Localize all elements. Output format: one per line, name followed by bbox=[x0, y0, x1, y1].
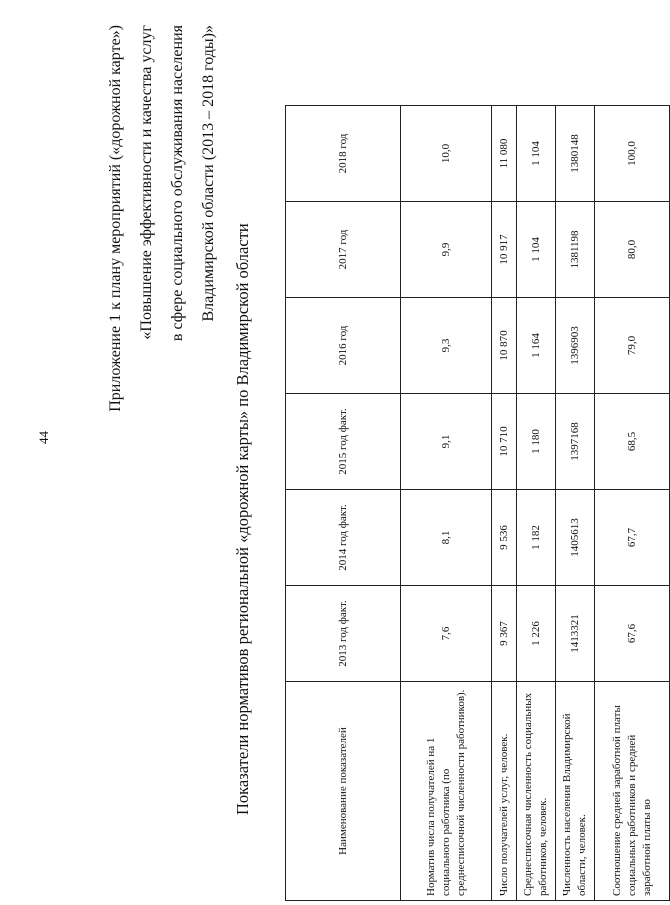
header-2015: 2015 год факт. bbox=[286, 394, 401, 490]
row-name: Соотношение средней заработной платы социальных работников и средней заработной платы во bbox=[595, 682, 670, 901]
appendix-line-1: Приложение 1 к плану мероприятий («дорожной карте») bbox=[107, 25, 124, 412]
table-row bbox=[595, 106, 670, 901]
header-2016: 2016 год bbox=[286, 298, 401, 394]
row-name: Число получателей услуг, человек. bbox=[492, 682, 517, 901]
cell-value: 1 182 bbox=[517, 490, 556, 586]
appendix-line-2: «Повышение эффективности и качества услуг bbox=[138, 25, 155, 340]
cell-value: 9,1 bbox=[401, 394, 492, 490]
row-name: Среднесписочная численность социальных работников, человек. bbox=[517, 682, 556, 901]
table-title: Показатели нормативов региональной «дорожной карты» по Владимирской области bbox=[233, 223, 252, 815]
cell-value: 1396903 bbox=[556, 298, 595, 394]
header-name: Наименование показателей bbox=[286, 682, 401, 901]
cell-value: 11 080 bbox=[492, 106, 517, 202]
row-name: Численность населения Владимирской области, человек. bbox=[556, 682, 595, 901]
cell-value: 9 536 bbox=[492, 490, 517, 586]
cell-value: 1 164 bbox=[517, 298, 556, 394]
cell-value: 1381198 bbox=[556, 202, 595, 298]
cell-value: 1397168 bbox=[556, 394, 595, 490]
cell-value: 1 180 bbox=[517, 394, 556, 490]
appendix-heading bbox=[100, 25, 224, 465]
cell-value: 10 710 bbox=[492, 394, 517, 490]
cell-value: 10 870 bbox=[492, 298, 517, 394]
table-header-row bbox=[286, 106, 401, 901]
cell-value: 8,1 bbox=[401, 490, 492, 586]
table-row bbox=[401, 106, 492, 901]
row-name: Норматив числа получателей на 1 социального работника (по среднесписочной численности работников). bbox=[401, 682, 492, 901]
cell-value: 68,5 bbox=[595, 394, 670, 490]
cell-value: 9 367 bbox=[492, 586, 517, 682]
cell-value: 7,6 bbox=[401, 586, 492, 682]
cell-value: 1413321 bbox=[556, 586, 595, 682]
cell-value: 9,9 bbox=[401, 202, 492, 298]
header-2018: 2018 год bbox=[286, 106, 401, 202]
table-row bbox=[556, 106, 595, 901]
cell-value: 67,6 bbox=[595, 586, 670, 682]
appendix-line-4: Владимирской области (2013 – 2018 годы)» bbox=[200, 25, 217, 322]
header-2014: 2014 год факт. bbox=[286, 490, 401, 586]
appendix-line-3: в сфере социального обслуживания населения bbox=[169, 25, 186, 342]
cell-value: 10,0 bbox=[401, 106, 492, 202]
cell-value: 1405613 bbox=[556, 490, 595, 586]
table-row bbox=[517, 106, 556, 901]
cell-value: 80,0 bbox=[595, 202, 670, 298]
cell-value: 10 917 bbox=[492, 202, 517, 298]
cell-value: 1 226 bbox=[517, 586, 556, 682]
cell-value: 67,7 bbox=[595, 490, 670, 586]
cell-value: 1 104 bbox=[517, 106, 556, 202]
page-number: 44 bbox=[36, 431, 51, 444]
cell-value: 1380148 bbox=[556, 106, 595, 202]
cell-value: 1 104 bbox=[517, 202, 556, 298]
table-row bbox=[492, 106, 517, 901]
header-2013: 2013 год факт. bbox=[286, 586, 401, 682]
cell-value: 100,0 bbox=[595, 106, 670, 202]
cell-value: 9,3 bbox=[401, 298, 492, 394]
indicators-table bbox=[285, 105, 670, 901]
header-2017: 2017 год bbox=[286, 202, 401, 298]
cell-value: 79,0 bbox=[595, 298, 670, 394]
